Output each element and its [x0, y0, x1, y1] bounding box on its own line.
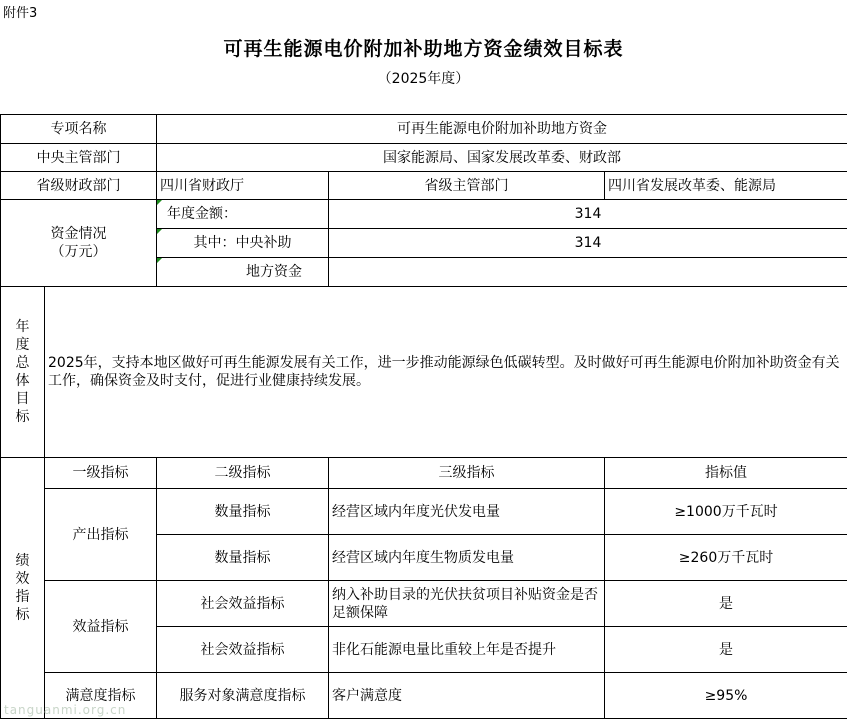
funds-label-line2: （万元） — [50, 244, 107, 260]
goal-label-char: 标 — [15, 409, 30, 425]
central-dept-label: 中央主管部门 — [1, 144, 157, 172]
annual-goal-label — [1, 287, 45, 458]
benefit-indicator-label: 效益指标 — [45, 581, 157, 673]
indicator-level2: 社会效益指标 — [157, 581, 329, 627]
prov-dept-label: 省级主管部门 — [329, 172, 605, 200]
indicator-header-row — [1, 458, 847, 489]
header-level2: 二级指标 — [157, 458, 329, 489]
output-indicator-label: 产出指标 — [45, 489, 157, 581]
annual-goal-row — [1, 287, 847, 458]
central-subsidy-value: 314 — [329, 229, 847, 258]
local-funds-value — [329, 258, 847, 287]
performance-target-table — [0, 114, 847, 719]
indicator-row — [1, 673, 847, 719]
indicator-level3: 客户满意度 — [329, 673, 605, 719]
indicator-value: 是 — [605, 581, 847, 627]
year-subtitle: （2025年度） — [377, 71, 470, 87]
indicator-value: ≥95% — [605, 673, 847, 719]
indicator-row — [1, 581, 847, 627]
indicator-value: ≥1000万千瓦时 — [605, 489, 847, 535]
header-value: 指标值 — [605, 458, 847, 489]
header-level3: 三级指标 — [329, 458, 605, 489]
page-title: 可再生能源电价附加补助地方资金绩效目标表 — [223, 38, 624, 60]
funds-label — [1, 200, 157, 287]
prov-dept-value: 四川省发展改革委、能源局 — [605, 172, 847, 200]
attachment-label: 附件3 — [3, 6, 38, 21]
indicator-value: ≥260万千瓦时 — [605, 535, 847, 581]
indicator-level3: 经营区域内年度光伏发电量 — [329, 489, 605, 535]
project-name-label: 专项名称 — [1, 115, 157, 144]
goal-label-char: 体 — [15, 373, 30, 389]
central-dept-row — [1, 144, 847, 172]
indicator-label-char: 绩 — [15, 553, 30, 569]
central-dept-value: 国家能源局、国家发展改革委、财政部 — [157, 144, 847, 172]
annual-amount-value: 314 — [329, 200, 847, 229]
provincial-dept-row — [1, 172, 847, 200]
indicator-label-char: 指 — [15, 589, 30, 605]
performance-indicator-label — [1, 458, 45, 719]
local-funds-label: 地方资金 — [157, 258, 329, 287]
satisfaction-indicator-label: 满意度指标 — [45, 673, 157, 719]
funds-label-line1: 资金情况 — [50, 226, 107, 242]
prov-finance-label: 省级财政部门 — [1, 172, 157, 200]
indicator-level2: 社会效益指标 — [157, 627, 329, 673]
indicator-row — [1, 489, 847, 535]
goal-label-char: 总 — [15, 355, 30, 371]
watermark: tanguanmi.org.cn — [4, 703, 127, 717]
prov-finance-value: 四川省财政厅 — [157, 172, 329, 200]
indicator-level2: 服务对象满意度指标 — [157, 673, 329, 719]
annual-goal-text: 2025年，支持本地区做好可再生能源发展有关工作，进一步推动能源绿色低碳转型。及时做好可再生能源电价附加补助资金有关工作，确保资金及时支付，促进行业健康持续发展。 — [45, 287, 847, 458]
indicator-value: 是 — [605, 627, 847, 673]
project-name-row — [1, 115, 847, 144]
goal-label-char: 度 — [15, 337, 30, 353]
indicator-label-char: 标 — [15, 607, 30, 623]
funds-annual-row — [1, 200, 847, 229]
goal-label-char: 年 — [15, 319, 30, 335]
central-subsidy-label: 其中：中央补助 — [157, 229, 329, 258]
indicator-level3: 纳入补助目录的光伏扶贫项目补贴资金是否足额保障 — [329, 581, 605, 627]
indicator-level2: 数量指标 — [157, 535, 329, 581]
annual-amount-label: 年度金额： — [157, 200, 329, 229]
indicator-level2: 数量指标 — [157, 489, 329, 535]
indicator-label-char: 效 — [15, 571, 30, 587]
header-level1: 一级指标 — [45, 458, 157, 489]
project-name-value: 可再生能源电价附加补助地方资金 — [157, 115, 847, 144]
goal-label-char: 目 — [15, 391, 30, 407]
indicator-level3: 经营区域内年度生物质发电量 — [329, 535, 605, 581]
indicator-level3: 非化石能源电量比重较上年是否提升 — [329, 627, 605, 673]
